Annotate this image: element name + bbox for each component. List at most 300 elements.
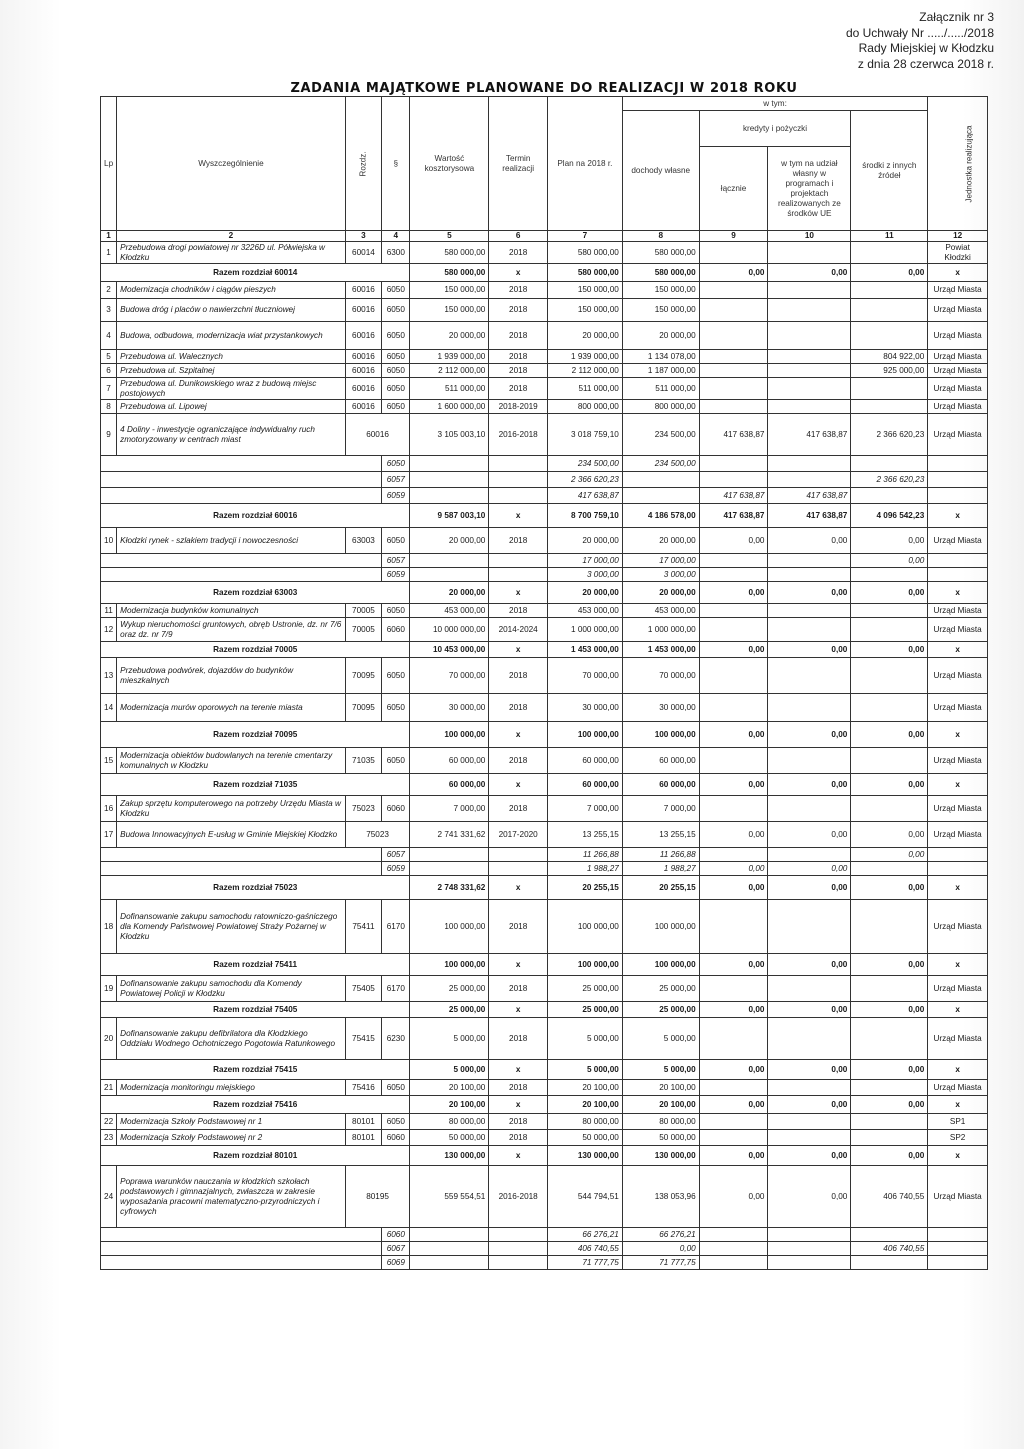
- subrow-own: 1 988,27: [622, 862, 699, 876]
- subrow-blank-unit: [928, 488, 988, 504]
- row-unit: Urząd Miasta: [928, 1018, 988, 1060]
- row-term: 2018: [489, 748, 548, 774]
- section-total-credits: 0,00: [699, 876, 768, 900]
- row-value: 1 600 000,00: [410, 400, 489, 414]
- row-par: 6050: [382, 350, 410, 364]
- section-total-unit: x: [928, 642, 988, 658]
- row-lp: 17: [101, 822, 117, 848]
- row-par: 6050: [382, 1080, 410, 1096]
- section-total-plan: 8 700 759,10: [547, 504, 622, 528]
- row-par: 6050: [382, 528, 410, 554]
- row-other: 406 740,55: [851, 1166, 928, 1228]
- col-header-value: Wartość kosztorysowa: [410, 97, 489, 231]
- row-own: 25 000,00: [622, 976, 699, 1002]
- row-lp: 23: [101, 1130, 117, 1146]
- row-rozdz: 60014: [345, 242, 381, 264]
- row-lp: 20: [101, 1018, 117, 1060]
- table-body: [101, 242, 988, 1270]
- section-total-own: 5 000,00: [622, 1060, 699, 1080]
- row-other: [851, 400, 928, 414]
- subrow-credits-eu: [768, 1256, 851, 1270]
- section-total-own: 100 000,00: [622, 954, 699, 976]
- row-lp: 15: [101, 748, 117, 774]
- row-other: 0,00: [851, 528, 928, 554]
- subrow-blank-unit: [928, 472, 988, 488]
- subrow-other: [851, 1228, 928, 1242]
- table-row: [101, 1166, 988, 1228]
- row-value: 70 000,00: [410, 658, 489, 694]
- row-value: 30 000,00: [410, 694, 489, 722]
- row-name: Wykup nieruchomości gruntowych, obręb Ustronie, dz. nr 7/6 oraz dz. nr 7/9: [117, 618, 346, 642]
- row-term: 2018: [489, 350, 548, 364]
- row-credits-total: [699, 299, 768, 322]
- row-par: 6050: [382, 400, 410, 414]
- table-row: [101, 694, 988, 722]
- row-unit: Powiat Kłodzki: [928, 242, 988, 264]
- col-header-other: środki z innych źródeł: [851, 111, 928, 231]
- row-rozdz: 75415: [345, 1018, 381, 1060]
- row-value: 80 000,00: [410, 1114, 489, 1130]
- subrow-blank-unit: [928, 1256, 988, 1270]
- col-header-own: dochody własne: [622, 111, 699, 231]
- row-unit: Urząd Miasta: [928, 796, 988, 822]
- section-total-term: x: [489, 1060, 548, 1080]
- row-value: 10 000 000,00: [410, 618, 489, 642]
- section-total-label: Razem rozdział 75405: [101, 1002, 410, 1018]
- row-rozdz: 60016: [345, 299, 381, 322]
- section-total-plan: 100 000,00: [547, 954, 622, 976]
- row-own: 1 000 000,00: [622, 618, 699, 642]
- section-total-own: 20 000,00: [622, 582, 699, 604]
- section-total-term: x: [489, 774, 548, 796]
- row-rozdz: 63003: [345, 528, 381, 554]
- section-total-credits: 0,00: [699, 264, 768, 282]
- table-row: [101, 414, 988, 456]
- row-name: 4 Doliny - inwestycje ograniczające indywidualny ruch zmotoryzowany w centrach miast: [117, 414, 346, 456]
- subrow-credits-total: [699, 472, 768, 488]
- row-other: [851, 299, 928, 322]
- section-total-unit: x: [928, 1146, 988, 1166]
- row-credits-eu: [768, 900, 851, 954]
- subrow-credits-eu: [768, 472, 851, 488]
- section-total-plan: 20 100,00: [547, 1096, 622, 1114]
- row-own: 80 000,00: [622, 1114, 699, 1130]
- table-row: [101, 748, 988, 774]
- subrow-credits-eu: [768, 1228, 851, 1242]
- table-row: [101, 528, 988, 554]
- section-total-eu: 0,00: [768, 1060, 851, 1080]
- row-lp: 19: [101, 976, 117, 1002]
- section-total-unit: x: [928, 582, 988, 604]
- section-total-label: Razem rozdział 71035: [101, 774, 410, 796]
- subrow-plan: 11 266,88: [547, 848, 622, 862]
- table-row: [101, 976, 988, 1002]
- row-term: 2018: [489, 1080, 548, 1096]
- row-name: Zakup sprzętu komputerowego na potrzeby Urzędu Miasta w Kłodzku: [117, 796, 346, 822]
- row-credits-eu: [768, 299, 851, 322]
- section-total-plan: 20 000,00: [547, 582, 622, 604]
- row-unit: Urząd Miasta: [928, 1080, 988, 1096]
- subrow-par: 6060: [382, 1228, 410, 1242]
- row-term: 2018: [489, 282, 548, 299]
- row-term: 2018: [489, 364, 548, 378]
- subrow-credits-total: [699, 456, 768, 472]
- section-total-own: 20 100,00: [622, 1096, 699, 1114]
- subrow-blank-term: [489, 554, 548, 568]
- row-term: 2018: [489, 1130, 548, 1146]
- row-plan: 20 100,00: [547, 1080, 622, 1096]
- row-credits-eu: [768, 322, 851, 350]
- row-par: 6230: [382, 1018, 410, 1060]
- row-other: [851, 796, 928, 822]
- row-value: 3 105 003,10: [410, 414, 489, 456]
- document-title: ZADANIA MAJĄTKOWE PLANOWANE DO REALIZACJI W 2018 ROKU: [290, 81, 798, 96]
- subrow-blank-value: [410, 472, 489, 488]
- subrow-blank-value: [410, 1228, 489, 1242]
- row-term: 2018: [489, 976, 548, 1002]
- section-total-eu: 0,00: [768, 774, 851, 796]
- subrow-own: [622, 472, 699, 488]
- section-total-label: Razem rozdział 75023: [101, 876, 410, 900]
- subrow-par: 6059: [382, 862, 410, 876]
- row-credits-eu: [768, 1080, 851, 1096]
- row-term: 2018: [489, 1018, 548, 1060]
- row-term: 2018: [489, 796, 548, 822]
- table-subrow: [101, 456, 988, 472]
- section-total-unit: x: [928, 1002, 988, 1018]
- column-number-7: 7: [547, 231, 622, 242]
- section-total-own: 1 453 000,00: [622, 642, 699, 658]
- section-total-label: Razem rozdział 75416: [101, 1096, 410, 1114]
- row-own: 138 053,96: [622, 1166, 699, 1228]
- row-name: Dofinansowanie zakupu samochodu ratowniczo-gaśniczego dla Komendy Państwowej Powiatowej Straży Pożarnej w Kłodzku: [117, 900, 346, 954]
- section-total-row: [101, 1002, 988, 1018]
- row-other: [851, 378, 928, 400]
- row-credits-eu: [768, 282, 851, 299]
- section-total-eu: 0,00: [768, 1096, 851, 1114]
- section-total-row: [101, 876, 988, 900]
- row-unit: Urząd Miasta: [928, 618, 988, 642]
- section-total-other: 0,00: [851, 1060, 928, 1080]
- row-value: 20 000,00: [410, 528, 489, 554]
- table-row: [101, 618, 988, 642]
- row-term: 2018: [489, 1114, 548, 1130]
- subrow-blank-unit: [928, 568, 988, 582]
- row-par: 6060: [382, 618, 410, 642]
- col-header-name: Wyszczególnienie: [117, 97, 346, 231]
- subrow-blank-value: [410, 1242, 489, 1256]
- row-term: 2018: [489, 378, 548, 400]
- row-lp: 21: [101, 1080, 117, 1096]
- row-plan: 1 939 000,00: [547, 350, 622, 364]
- subrow-credits-eu: [768, 554, 851, 568]
- row-name: Modernizacja Szkoły Podstawowej nr 1: [117, 1114, 346, 1130]
- row-plan: 511 000,00: [547, 378, 622, 400]
- subrow-plan: 2 366 620,23: [547, 472, 622, 488]
- section-total-other: 0,00: [851, 722, 928, 748]
- row-credits-eu: [768, 658, 851, 694]
- row-lp: 16: [101, 796, 117, 822]
- section-total-own: 25 000,00: [622, 1002, 699, 1018]
- subrow-blank-term: [489, 1228, 548, 1242]
- section-total-other: 0,00: [851, 1096, 928, 1114]
- section-total-value: 60 000,00: [410, 774, 489, 796]
- section-total-eu: 0,00: [768, 264, 851, 282]
- row-name: Modernizacja obiektów budowlanych na terenie cmentarzy komunalnych w Kłodzku: [117, 748, 346, 774]
- col-header-rozdz: Rozdz.: [345, 97, 381, 231]
- row-credits-eu: [768, 748, 851, 774]
- subrow-blank-term: [489, 488, 548, 504]
- column-number-11: 11: [851, 231, 928, 242]
- table-row: [101, 322, 988, 350]
- row-lp: 12: [101, 618, 117, 642]
- row-credits-total: 0,00: [699, 822, 768, 848]
- subrow-blank-unit: [928, 456, 988, 472]
- subrow-own: 234 500,00: [622, 456, 699, 472]
- section-total-term: x: [489, 722, 548, 748]
- row-rozdz: 75023: [345, 796, 381, 822]
- row-term: 2018: [489, 694, 548, 722]
- table-subrow: [101, 862, 988, 876]
- row-unit: Urząd Miasta: [928, 414, 988, 456]
- row-lp: 24: [101, 1166, 117, 1228]
- row-unit: Urząd Miasta: [928, 604, 988, 618]
- row-own: 13 255,15: [622, 822, 699, 848]
- row-name: Budowa Innowacyjnych E-usług w Gminie Miejskiej Kłodzko: [117, 822, 346, 848]
- subrow-blank: [101, 472, 382, 488]
- row-name: Modernizacja murów oporowych na terenie miasta: [117, 694, 346, 722]
- row-plan: 70 000,00: [547, 658, 622, 694]
- subrow-other: 0,00: [851, 848, 928, 862]
- table-subrow: [101, 488, 988, 504]
- table-subrow: [101, 568, 988, 582]
- row-unit: Urząd Miasta: [928, 528, 988, 554]
- table-row: [101, 364, 988, 378]
- subrow-blank-unit: [928, 848, 988, 862]
- row-other: [851, 618, 928, 642]
- section-total-row: [101, 264, 988, 282]
- table-row: [101, 400, 988, 414]
- table-subrow: [101, 848, 988, 862]
- resolution-reference: do Uchwały Nr ...../...../2018: [845, 25, 994, 40]
- section-total-other: 0,00: [851, 642, 928, 658]
- row-lp: 9: [101, 414, 117, 456]
- row-credits-eu: [768, 1114, 851, 1130]
- row-value: 580 000,00: [410, 242, 489, 264]
- section-total-credits: 0,00: [699, 1146, 768, 1166]
- subrow-other: 406 740,55: [851, 1242, 928, 1256]
- row-own: 100 000,00: [622, 900, 699, 954]
- subrow-par: 6059: [382, 488, 410, 504]
- table-subrow: [101, 1242, 988, 1256]
- column-number-10: 10: [768, 231, 851, 242]
- row-rozdz: 75416: [345, 1080, 381, 1096]
- row-value: 60 000,00: [410, 748, 489, 774]
- row-credits-total: [699, 658, 768, 694]
- row-unit: SP2: [928, 1130, 988, 1146]
- table-subrow: [101, 1228, 988, 1242]
- row-credits-total: [699, 1080, 768, 1096]
- col-header-lp: Lp: [101, 97, 117, 231]
- subrow-own: 17 000,00: [622, 554, 699, 568]
- row-own: 1 187 000,00: [622, 364, 699, 378]
- row-par: 6170: [382, 976, 410, 1002]
- row-credits-total: [699, 1018, 768, 1060]
- subrow-blank-value: [410, 1256, 489, 1270]
- row-par: 6300: [382, 242, 410, 264]
- row-other: [851, 1130, 928, 1146]
- investment-table: [100, 96, 988, 1270]
- table-row: [101, 350, 988, 364]
- row-lp: 2: [101, 282, 117, 299]
- subrow-own: 11 266,88: [622, 848, 699, 862]
- row-own: 7 000,00: [622, 796, 699, 822]
- row-rozdz: 60016: [345, 350, 381, 364]
- subrow-blank-term: [489, 848, 548, 862]
- row-lp: 6: [101, 364, 117, 378]
- row-name: Modernizacja monitoringu miejskiego: [117, 1080, 346, 1096]
- row-rozdz: 60016: [345, 378, 381, 400]
- col-header-total: łącznie: [699, 147, 768, 231]
- row-credits-total: [699, 322, 768, 350]
- row-other: [851, 1080, 928, 1096]
- section-total-label: Razem rozdział 63003: [101, 582, 410, 604]
- subrow-blank: [101, 554, 382, 568]
- row-rozdz: 75405: [345, 976, 381, 1002]
- subrow-blank-unit: [928, 1228, 988, 1242]
- row-name: Dofinansowanie zakupu defibrilatora dla Kłodzkiego Oddziału Wodnego Ochotniczego Pogotowia Ratunkowego: [117, 1018, 346, 1060]
- row-other: 0,00: [851, 822, 928, 848]
- row-value: 150 000,00: [410, 299, 489, 322]
- section-total-value: 9 587 003,10: [410, 504, 489, 528]
- row-credits-eu: 417 638,87: [768, 414, 851, 456]
- subrow-credits-eu: [768, 568, 851, 582]
- row-value: 7 000,00: [410, 796, 489, 822]
- section-total-credits: 0,00: [699, 1060, 768, 1080]
- section-total-credits: 0,00: [699, 1096, 768, 1114]
- row-lp: 4: [101, 322, 117, 350]
- row-term: 2018: [489, 242, 548, 264]
- table-row: [101, 604, 988, 618]
- subrow-blank-term: [489, 568, 548, 582]
- row-name: Przebudowa ul. Walecznych: [117, 350, 346, 364]
- row-other: 2 366 620,23: [851, 414, 928, 456]
- row-unit: Urząd Miasta: [928, 748, 988, 774]
- section-total-row: [101, 1060, 988, 1080]
- row-credits-eu: 0,00: [768, 1166, 851, 1228]
- section-total-eu: 0,00: [768, 722, 851, 748]
- section-total-eu: 0,00: [768, 1146, 851, 1166]
- row-plan: 50 000,00: [547, 1130, 622, 1146]
- row-credits-total: [699, 350, 768, 364]
- row-plan: 2 112 000,00: [547, 364, 622, 378]
- row-credits-total: [699, 796, 768, 822]
- subrow-blank-term: [489, 1256, 548, 1270]
- section-total-unit: x: [928, 504, 988, 528]
- subrow-other: 0,00: [851, 554, 928, 568]
- table-row: [101, 1130, 988, 1146]
- row-credits-total: [699, 694, 768, 722]
- row-name: Poprawa warunków nauczania w kłodzkich szkołach podstawowych i gimnazjalnych, zwłaszcza w zakresie wyposażania pracowni matematyczno-przyrodniczych i cyfrowych: [117, 1166, 346, 1228]
- subrow-plan: 1 988,27: [547, 862, 622, 876]
- row-other: 925 000,00: [851, 364, 928, 378]
- subrow-par: 6057: [382, 554, 410, 568]
- row-par: 6050: [382, 322, 410, 350]
- row-rozdz: 70095: [345, 694, 381, 722]
- row-credits-eu: 0,00: [768, 528, 851, 554]
- row-credits-total: [699, 282, 768, 299]
- section-total-label: Razem rozdział 70095: [101, 722, 410, 748]
- subrow-blank-term: [489, 472, 548, 488]
- column-number-4: 4: [382, 231, 410, 242]
- row-unit: Urząd Miasta: [928, 282, 988, 299]
- section-total-credits: 417 638,87: [699, 504, 768, 528]
- row-credits-total: [699, 364, 768, 378]
- row-lp: 14: [101, 694, 117, 722]
- subrow-credits-total: 0,00: [699, 862, 768, 876]
- section-total-value: 100 000,00: [410, 722, 489, 748]
- row-credits-total: 0,00: [699, 528, 768, 554]
- subrow-own: 71 777,75: [622, 1256, 699, 1270]
- subrow-credits-total: [699, 1256, 768, 1270]
- row-own: 30 000,00: [622, 694, 699, 722]
- row-name: Modernizacja budynków komunalnych: [117, 604, 346, 618]
- subrow-blank-unit: [928, 862, 988, 876]
- row-lp: 11: [101, 604, 117, 618]
- section-total-term: x: [489, 954, 548, 976]
- section-total-row: [101, 1096, 988, 1114]
- subrow-blank: [101, 1228, 382, 1242]
- section-total-term: x: [489, 264, 548, 282]
- row-name: Przebudowa podwórek, dojazdów do budynków mieszkalnych: [117, 658, 346, 694]
- row-name: Przebudowa ul. Dunikowskiego wraz z budową miejsc postojowych: [117, 378, 346, 400]
- section-total-own: 4 186 578,00: [622, 504, 699, 528]
- row-plan: 800 000,00: [547, 400, 622, 414]
- row-own: 1 134 078,00: [622, 350, 699, 364]
- subrow-other: 2 366 620,23: [851, 472, 928, 488]
- row-credits-total: [699, 1114, 768, 1130]
- section-total-label: Razem rozdział 60016: [101, 504, 410, 528]
- row-value: 50 000,00: [410, 1130, 489, 1146]
- row-credits-total: [699, 242, 768, 264]
- subrow-blank: [101, 1256, 382, 1270]
- attachment-header: [846, 10, 994, 72]
- section-total-credits: 0,00: [699, 582, 768, 604]
- section-total-other: 0,00: [851, 876, 928, 900]
- row-rozdz: 75023: [345, 822, 410, 848]
- column-number-2: 2: [117, 231, 346, 242]
- subrow-credits-total: [699, 848, 768, 862]
- row-plan: 20 000,00: [547, 528, 622, 554]
- row-other: [851, 900, 928, 954]
- subrow-plan: 417 638,87: [547, 488, 622, 504]
- subrow-blank: [101, 568, 382, 582]
- row-rozdz: 60016: [345, 322, 381, 350]
- subrow-blank-unit: [928, 1242, 988, 1256]
- table-row: [101, 1114, 988, 1130]
- row-other: [851, 976, 928, 1002]
- row-lp: 1: [101, 242, 117, 264]
- row-par: 6050: [382, 282, 410, 299]
- section-total-row: [101, 582, 988, 604]
- subrow-plan: 406 740,55: [547, 1242, 622, 1256]
- row-plan: 3 018 759,10: [547, 414, 622, 456]
- section-total-value: 25 000,00: [410, 1002, 489, 1018]
- row-unit: Urząd Miasta: [928, 976, 988, 1002]
- column-numbers-row: [101, 231, 988, 242]
- subrow-blank-unit: [928, 554, 988, 568]
- row-credits-total: 417 638,87: [699, 414, 768, 456]
